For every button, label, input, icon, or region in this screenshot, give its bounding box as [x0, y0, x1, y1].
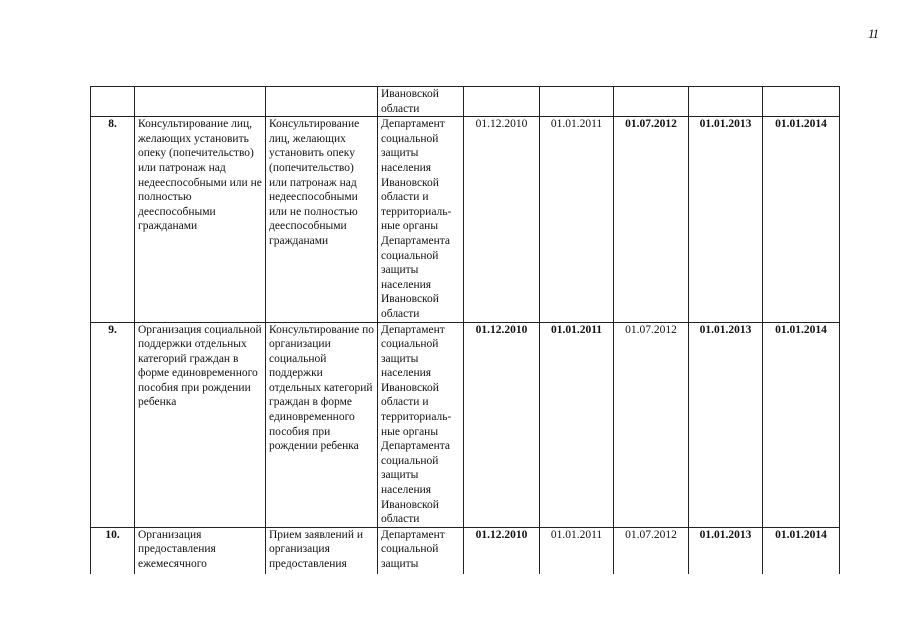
subservice-name: Прием заявлений и организация предоставления: [266, 527, 378, 574]
subservice-name: [266, 87, 378, 117]
subservice-name: Консультирование лиц, желающих установить опеку (попечительство) или патронаж над недееспособными или не полностью дееспособными гражданами: [266, 117, 378, 322]
date-stage-2: 01.01.2011: [540, 527, 614, 574]
table-row: [91, 322, 840, 527]
date-stage-2: 01.01.2011: [540, 322, 614, 527]
page-number: 11: [868, 26, 879, 41]
executor: Департамент социальной защиты: [378, 527, 464, 574]
table-row: [91, 117, 840, 322]
date-stage-5: 01.01.2014: [763, 117, 840, 322]
date-stage-4: [689, 87, 763, 117]
row-number: [91, 87, 135, 117]
table-row: [91, 87, 840, 117]
date-stage-1: 01.12.2010: [464, 117, 540, 322]
date-stage-1: [464, 87, 540, 117]
service-name: [135, 87, 266, 117]
row-number: 8.: [91, 117, 135, 322]
schedule-table: [90, 86, 840, 574]
date-stage-4: 01.01.2013: [689, 527, 763, 574]
date-stage-5: 01.01.2014: [763, 527, 840, 574]
row-number: 10.: [91, 527, 135, 574]
date-stage-3: 01.07.2012: [614, 322, 689, 527]
table-row: [91, 527, 840, 574]
date-stage-1: 01.12.2010: [464, 322, 540, 527]
service-name: Организация предоставления ежемесячного: [135, 527, 266, 574]
date-stage-3: 01.07.2012: [614, 527, 689, 574]
executor: Ивановской области: [378, 87, 464, 117]
subservice-name: Консультирование по организации социальной поддержки отдельных категорий граждан в форме единовременного пособия при рождении ребенка: [266, 322, 378, 527]
executor: Департамент социальной защиты населения Ивановской области и территориаль- ные органы Департамента социальной защиты населения Ивановской области: [378, 322, 464, 527]
row-number: 9.: [91, 322, 135, 527]
date-stage-3: 01.07.2012: [614, 117, 689, 322]
date-stage-3: [614, 87, 689, 117]
service-name: Консультирование лиц, желающих установить опеку (попечительство) или патронаж над недееспособными или не полностью дееспособными гражданами: [135, 117, 266, 322]
date-stage-1: 01.12.2010: [464, 527, 540, 574]
date-stage-5: [763, 87, 840, 117]
date-stage-2: [540, 87, 614, 117]
date-stage-4: 01.01.2013: [689, 322, 763, 527]
date-stage-4: 01.01.2013: [689, 117, 763, 322]
service-name: Организация социальной поддержки отдельных категорий граждан в форме единовременного пособия при рождении ребенка: [135, 322, 266, 527]
date-stage-2: 01.01.2011: [540, 117, 614, 322]
executor: Департамент социальной защиты населения Ивановской области и территориаль-ные органы Департамента социальной защиты населения Ивановской области: [378, 117, 464, 322]
date-stage-5: 01.01.2014: [763, 322, 840, 527]
